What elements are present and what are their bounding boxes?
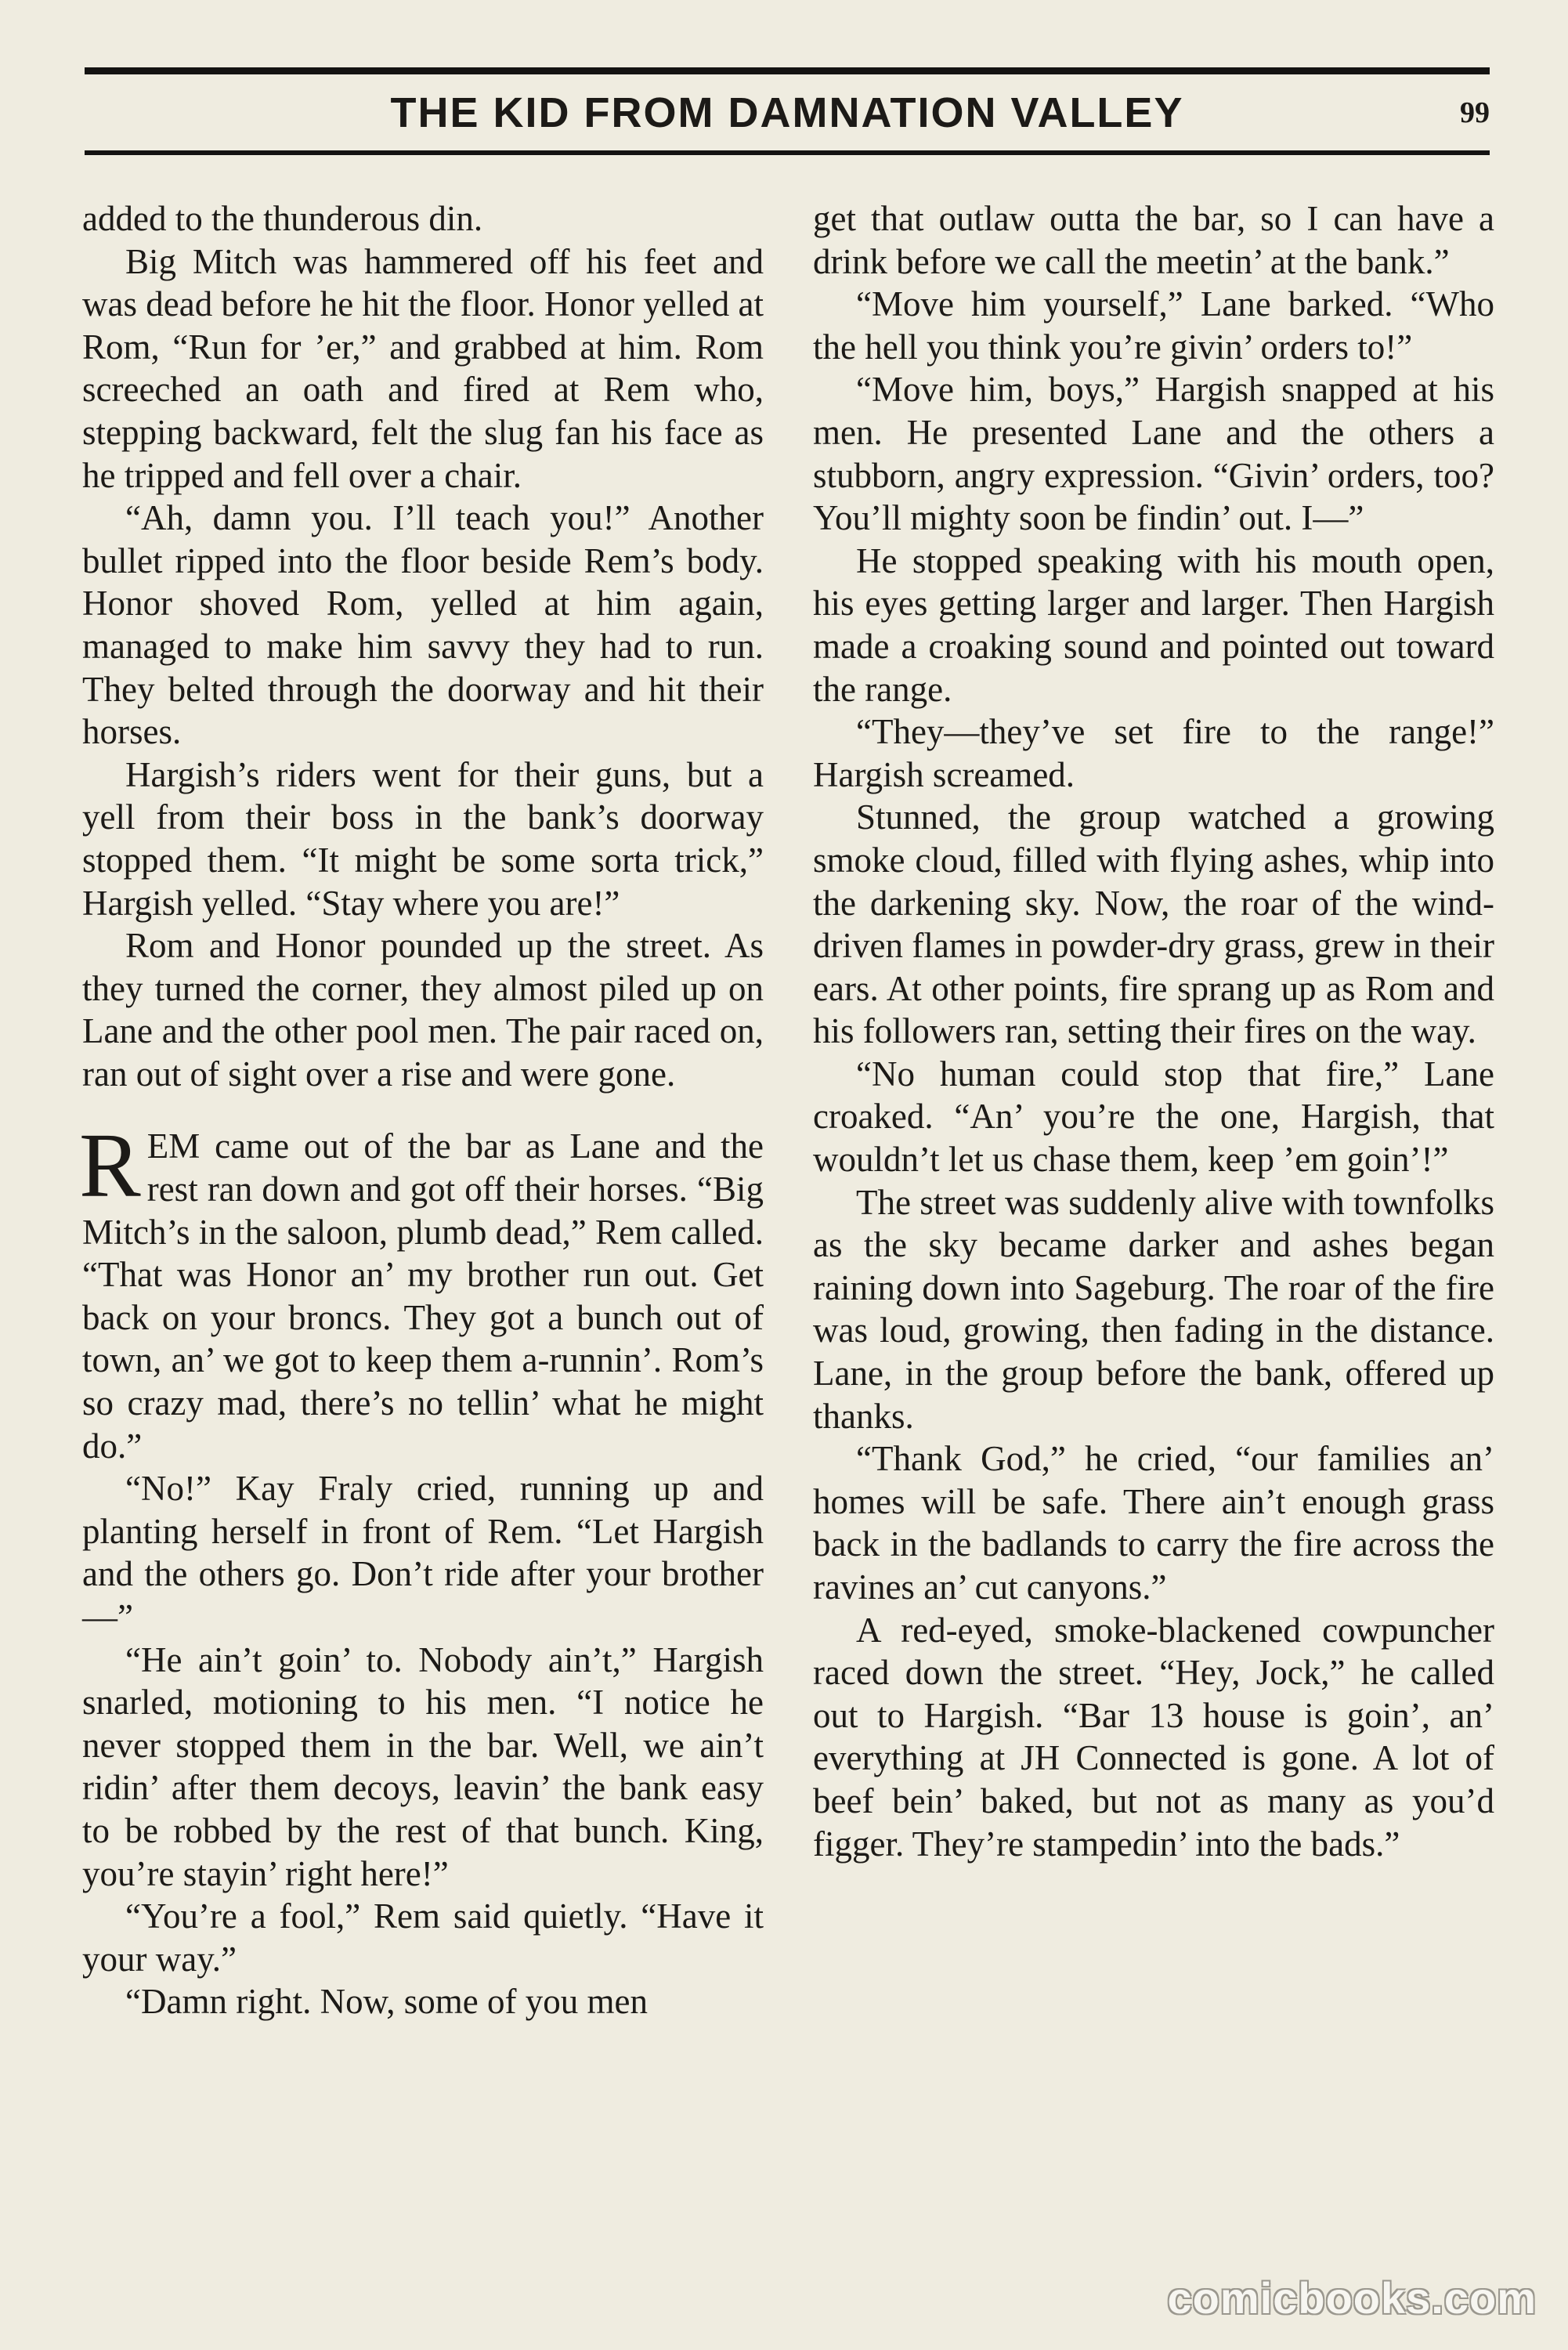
paragraph: “No human could stop that fire,” Lane croaked. “An’ you’re the one, Hargish, that wouldn’t let us chase them, keep ’em goin’!” <box>813 1054 1494 1180</box>
paragraph: Hargish’s riders went for their guns, but a yell from their boss in the bank’s doorway stopped them. “It might be some sorta trick,” Hargish yelled. “Stay where you are!” <box>82 754 764 923</box>
text-column-right <box>813 197 1494 1865</box>
paragraph: Stunned, the group watched a growing smoke cloud, filled with flying ashes, whip into the darkening sky. Now, the roar of the wind-driven flames in powder-dry grass, grew in their ears. At other points, fire sprang up as Rom and his followers ran, setting their fires on the way. <box>813 797 1494 1051</box>
paragraph: Big Mitch was hammered off his feet and was dead before he hit the floor. Honor yelled at Rom, “Run for ’er,” and grabbed at him. Rom screeched an oath and fired at Rem who, stepping backward, felt the slug fan his face as he tripped and fell over a chair. <box>82 241 764 495</box>
text-column-left <box>79 197 764 2023</box>
paragraph: “You’re a fool,” Rem said quietly. “Have it your way.” <box>82 1896 764 1979</box>
paragraph: The street was suddenly alive with townfolks as the sky became darker and ashes began raining down into Sageburg. The roar of the fire was loud, growing, then fading in the distance. Lane, in the group before the bank, offered up thanks. <box>813 1182 1494 1436</box>
running-title: THE KID FROM DAMNATION VALLEY <box>390 89 1184 136</box>
paragraph: “Ah, damn you. I’ll teach you!” Another bullet ripped into the floor beside Rem’s body. Honor shoved Rom, yelled at him again, managed to make him savvy they had to run. They belted through the doorway and hit their horses. <box>82 498 764 752</box>
section-paragraph <box>79 1114 764 1467</box>
header-rule-bottom <box>85 150 1490 155</box>
paragraph: He stopped speaking with his mouth open, his eyes getting larger and larger. Then Hargish made a croaking sound and pointed out toward the range. <box>813 540 1494 709</box>
paragraph: “Thank God,” he cried, “our families an’ homes will be safe. There ain’t enough grass back in the badlands to carry the fire across the ravines an’ cut canyons.” <box>813 1439 1494 1607</box>
drop-cap: R <box>79 1114 141 1217</box>
paragraph: Rom and Honor pounded up the street. As they turned the corner, they almost piled up on Lane and the other pool men. The pair raced on, ran out of sight over a rise and were gone. <box>82 926 764 1094</box>
header-rule-top <box>85 67 1490 74</box>
paragraph: “They—they’ve set fire to the range!” Hargish screamed. <box>813 712 1494 794</box>
paragraph: “Damn right. Now, some of you men <box>125 1982 648 2022</box>
paragraph-text: EM came out of the bar as Lane and the rest ran down and got off their horses. “Big Mitch’s in the saloon, plumb dead,” Rem called. “That was Honor an’ my brother run out. Get back on your broncs. They got a bunch out of town, an’ we got to keep them a-runnin’. Rom’s so crazy mad, there’s no tellin’ what he might do.” <box>82 1126 764 1466</box>
paragraph: A red-eyed, smoke-blackened cowpuncher raced down the street. “Hey, Jock,” he called out to Hargish. “Bar 13 house is goin’, an’ everything at JH Connected is gone. A lot of beef bein’ baked, but not as many as you’d figger. They’re stampedin’ into the bads.” <box>813 1610 1494 1864</box>
paragraph: “Move him, boys,” Hargish snapped at his men. He presented Lane and the others a stubborn, angry expression. “Givin’ orders, too? You’ll mighty soon be findin’ out. I—” <box>813 370 1494 538</box>
page-number: 99 <box>1460 96 1490 129</box>
watermark: comicbooks.com <box>1167 2273 1537 2323</box>
paragraph: “No!” Kay Fraly cried, running up and planting herself in front of Rem. “Let Hargish and the others go. Don’t ride after your brother—” <box>82 1469 764 1636</box>
paragraph: “He ain’t goin’ to. Nobody ain’t,” Hargish snarled, motioning to his men. “I notice he never stopped them in the bar. Well, we ain’t ridin’ after them decoys, leavin’ the bank easy to be robbed by the rest of that bunch. King, you’re stayin’ right here!” <box>82 1640 764 1893</box>
paragraph: get that outlaw outta the bar, so I can have a drink before we call the meetin’ at the bank.” <box>813 199 1494 281</box>
paragraph: added to the thunderous din. <box>82 199 483 238</box>
paragraph: “Move him yourself,” Lane barked. “Who the hell you think you’re givin’ orders to!” <box>813 284 1494 367</box>
